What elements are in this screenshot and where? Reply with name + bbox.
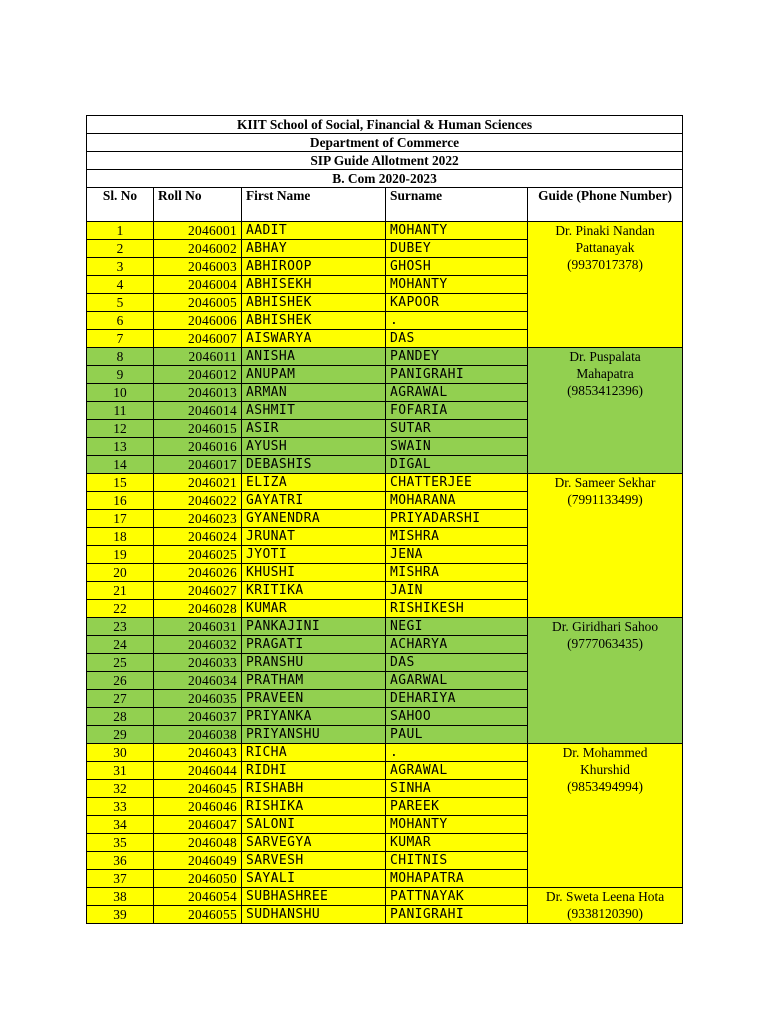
row-surname-cell: ACHARYA [386,636,528,654]
row-sl-cell: 21 [87,582,154,600]
column-header-roll: Roll No [154,188,242,222]
row-first-name-cell: PRIYANSHU [242,726,386,744]
row-first-name-cell: ELIZA [242,474,386,492]
row-roll-cell: 2046004 [154,276,242,294]
row-surname-cell: . [386,744,528,762]
row-roll-cell: 2046021 [154,474,242,492]
row-first-name-cell: ASHMIT [242,402,386,420]
row-roll-cell: 2046026 [154,564,242,582]
column-header-guide: Guide (Phone Number) [528,188,683,222]
row-first-name-cell: ASIR [242,420,386,438]
row-surname-cell: PANDEY [386,348,528,366]
row-first-name-cell: GYANENDRA [242,510,386,528]
row-first-name-cell: SUDHANSHU [242,906,386,924]
row-roll-cell: 2046047 [154,816,242,834]
department-title: Department of Commerce [87,134,683,152]
row-first-name-cell: ABHISHEK [242,294,386,312]
row-sl-cell: 20 [87,564,154,582]
guide-name-line: Dr. Puspalata [569,349,641,364]
table-row [87,222,683,240]
row-surname-cell: PANIGRAHI [386,366,528,384]
guide-cell [528,348,683,474]
row-surname-cell: CHATTERJEE [386,474,528,492]
table-row [87,618,683,636]
row-first-name-cell: PRIYANKA [242,708,386,726]
row-surname-cell: SINHA [386,780,528,798]
row-roll-cell: 2046032 [154,636,242,654]
row-first-name-cell: JYOTI [242,546,386,564]
row-sl-cell: 2 [87,240,154,258]
column-header-sl: Sl. No [87,188,154,222]
row-sl-cell: 19 [87,546,154,564]
row-surname-cell: SUTAR [386,420,528,438]
row-sl-cell: 37 [87,870,154,888]
title-row-allotment [87,152,683,170]
row-sl-cell: 34 [87,816,154,834]
row-sl-cell: 28 [87,708,154,726]
row-roll-cell: 2046049 [154,852,242,870]
table-body [87,222,683,924]
row-roll-cell: 2046007 [154,330,242,348]
row-sl-cell: 35 [87,834,154,852]
row-first-name-cell: JRUNAT [242,528,386,546]
row-surname-cell: JAIN [386,582,528,600]
row-roll-cell: 2046017 [154,456,242,474]
row-sl-cell: 36 [87,852,154,870]
row-roll-cell: 2046055 [154,906,242,924]
row-first-name-cell: AYUSH [242,438,386,456]
row-first-name-cell: RISHABH [242,780,386,798]
row-roll-cell: 2046027 [154,582,242,600]
row-sl-cell: 17 [87,510,154,528]
row-sl-cell: 11 [87,402,154,420]
row-sl-cell: 39 [87,906,154,924]
guide-name-line: Dr. Mohammed [562,745,648,760]
row-surname-cell: DUBEY [386,240,528,258]
guide-name-line: Dr. Pinaki Nandan [555,223,655,238]
row-roll-cell: 2046031 [154,618,242,636]
row-roll-cell: 2046023 [154,510,242,528]
row-surname-cell: DEHARIYA [386,690,528,708]
row-roll-cell: 2046012 [154,366,242,384]
row-sl-cell: 8 [87,348,154,366]
guide-name-line: (9937017378) [567,257,643,272]
row-surname-cell: SWAIN [386,438,528,456]
row-roll-cell: 2046050 [154,870,242,888]
row-first-name-cell: SALONI [242,816,386,834]
row-roll-cell: 2046038 [154,726,242,744]
row-sl-cell: 23 [87,618,154,636]
row-first-name-cell: SUBHASHREE [242,888,386,906]
row-sl-cell: 33 [87,798,154,816]
row-surname-cell: DAS [386,330,528,348]
row-surname-cell: PRIYADARSHI [386,510,528,528]
row-sl-cell: 6 [87,312,154,330]
row-first-name-cell: ABHIROOP [242,258,386,276]
title-row-batch [87,170,683,188]
guide-name-line: (9338120390) [567,906,643,921]
row-surname-cell: PAREEK [386,798,528,816]
row-roll-cell: 2046043 [154,744,242,762]
row-first-name-cell: ABHISEKH [242,276,386,294]
row-surname-cell: GHOSH [386,258,528,276]
row-sl-cell: 5 [87,294,154,312]
row-roll-cell: 2046025 [154,546,242,564]
row-roll-cell: 2046014 [154,402,242,420]
title-row-school [87,116,683,134]
row-first-name-cell: KUMAR [242,600,386,618]
row-first-name-cell: ARMAN [242,384,386,402]
row-roll-cell: 2046002 [154,240,242,258]
guide-name-line: Dr. Sweta Leena Hota [545,889,665,904]
row-sl-cell: 16 [87,492,154,510]
table-row [87,744,683,762]
guide-cell [528,222,683,348]
row-sl-cell: 15 [87,474,154,492]
column-header-first-name: First Name [242,188,386,222]
row-sl-cell: 9 [87,366,154,384]
row-first-name-cell: AADIT [242,222,386,240]
row-roll-cell: 2046054 [154,888,242,906]
row-sl-cell: 26 [87,672,154,690]
guide-name-line: (9777063435) [567,636,643,651]
guide-name-line: (7991133499) [567,492,643,507]
row-first-name-cell: GAYATRI [242,492,386,510]
row-roll-cell: 2046044 [154,762,242,780]
row-sl-cell: 38 [87,888,154,906]
column-header-surname: Surname [386,188,528,222]
row-sl-cell: 31 [87,762,154,780]
row-surname-cell: AGRAWAL [386,762,528,780]
row-sl-cell: 7 [87,330,154,348]
row-first-name-cell: PANKAJINI [242,618,386,636]
row-roll-cell: 2046005 [154,294,242,312]
row-sl-cell: 25 [87,654,154,672]
row-first-name-cell: ANISHA [242,348,386,366]
row-surname-cell: NEGI [386,618,528,636]
row-first-name-cell: ABHAY [242,240,386,258]
row-surname-cell: PATTNAYAK [386,888,528,906]
row-surname-cell: . [386,312,528,330]
row-first-name-cell: ABHISHEK [242,312,386,330]
row-sl-cell: 12 [87,420,154,438]
row-first-name-cell: SARVESH [242,852,386,870]
row-first-name-cell: RICHA [242,744,386,762]
row-roll-cell: 2046003 [154,258,242,276]
row-first-name-cell: KHUSHI [242,564,386,582]
allotment-title: SIP Guide Allotment 2022 [87,152,683,170]
guide-cell [528,888,683,924]
guide-name-line: (9853494994) [567,779,643,794]
row-surname-cell: KUMAR [386,834,528,852]
row-roll-cell: 2046028 [154,600,242,618]
row-roll-cell: 2046016 [154,438,242,456]
row-surname-cell: CHITNIS [386,852,528,870]
row-sl-cell: 27 [87,690,154,708]
row-sl-cell: 30 [87,744,154,762]
title-row-department [87,134,683,152]
row-first-name-cell: DEBASHIS [242,456,386,474]
batch-title: B. Com 2020-2023 [87,170,683,188]
table-row [87,348,683,366]
row-roll-cell: 2046033 [154,654,242,672]
row-sl-cell: 13 [87,438,154,456]
guide-name-line: Mahapatra [576,366,634,381]
row-surname-cell: KAPOOR [386,294,528,312]
row-roll-cell: 2046022 [154,492,242,510]
row-sl-cell: 3 [87,258,154,276]
guide-cell [528,474,683,618]
row-surname-cell: MOHAPATRA [386,870,528,888]
row-sl-cell: 18 [87,528,154,546]
row-sl-cell: 10 [87,384,154,402]
guide-name-line: Khurshid [580,762,630,777]
guide-allotment-table [86,115,683,924]
row-surname-cell: MOHANTY [386,816,528,834]
guide-cell [528,618,683,744]
row-sl-cell: 4 [87,276,154,294]
row-roll-cell: 2046048 [154,834,242,852]
row-surname-cell: MISHRA [386,528,528,546]
row-first-name-cell: AISWARYA [242,330,386,348]
row-surname-cell: PAUL [386,726,528,744]
row-surname-cell: DAS [386,654,528,672]
school-title: KIIT School of Social, Financial & Human Sciences [87,116,683,134]
table-row [87,474,683,492]
row-sl-cell: 14 [87,456,154,474]
row-surname-cell: RISHIKESH [386,600,528,618]
row-first-name-cell: RIDHI [242,762,386,780]
row-first-name-cell: SAYALI [242,870,386,888]
row-surname-cell: JENA [386,546,528,564]
row-surname-cell: MISHRA [386,564,528,582]
row-first-name-cell: PRANSHU [242,654,386,672]
guide-cell [528,744,683,888]
row-surname-cell: PANIGRAHI [386,906,528,924]
row-roll-cell: 2046013 [154,384,242,402]
row-roll-cell: 2046001 [154,222,242,240]
row-surname-cell: DIGAL [386,456,528,474]
row-roll-cell: 2046011 [154,348,242,366]
row-roll-cell: 2046015 [154,420,242,438]
column-header-row [87,188,683,222]
row-surname-cell: FOFARIA [386,402,528,420]
row-first-name-cell: KRITIKA [242,582,386,600]
row-sl-cell: 32 [87,780,154,798]
row-roll-cell: 2046006 [154,312,242,330]
guide-name-line: Pattanayak [575,240,635,255]
row-roll-cell: 2046037 [154,708,242,726]
row-first-name-cell: SARVEGYA [242,834,386,852]
table-row [87,888,683,906]
row-first-name-cell: ANUPAM [242,366,386,384]
row-roll-cell: 2046046 [154,798,242,816]
row-surname-cell: MOHANTY [386,276,528,294]
row-first-name-cell: PRAGATI [242,636,386,654]
row-roll-cell: 2046024 [154,528,242,546]
row-sl-cell: 24 [87,636,154,654]
row-first-name-cell: PRATHAM [242,672,386,690]
row-first-name-cell: RISHIKA [242,798,386,816]
row-surname-cell: MOHANTY [386,222,528,240]
guide-name-line: Dr. Sameer Sekhar [554,475,656,490]
row-roll-cell: 2046045 [154,780,242,798]
row-surname-cell: AGARWAL [386,672,528,690]
row-sl-cell: 1 [87,222,154,240]
row-roll-cell: 2046035 [154,690,242,708]
row-surname-cell: MOHARANA [386,492,528,510]
row-first-name-cell: PRAVEEN [242,690,386,708]
row-sl-cell: 29 [87,726,154,744]
row-surname-cell: AGRAWAL [386,384,528,402]
guide-name-line: (9853412396) [567,383,643,398]
row-roll-cell: 2046034 [154,672,242,690]
row-sl-cell: 22 [87,600,154,618]
row-surname-cell: SAHOO [386,708,528,726]
guide-name-line: Dr. Giridhari Sahoo [552,619,659,634]
